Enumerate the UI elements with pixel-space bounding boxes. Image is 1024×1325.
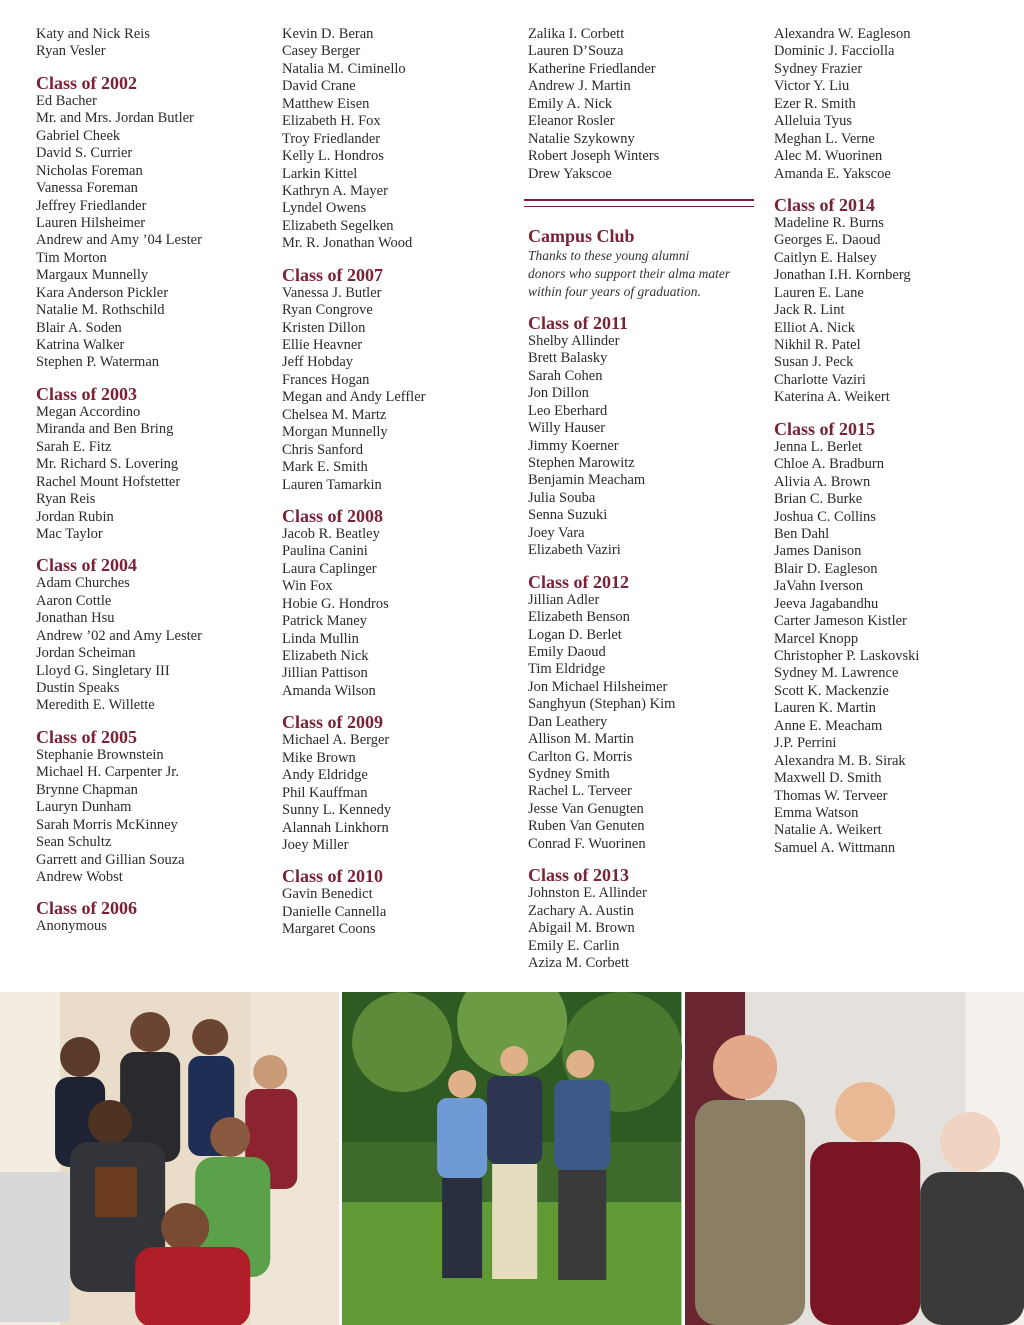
donor-name: Emily Daoud	[528, 643, 606, 660]
donor-name: Joshua C. Collins	[774, 508, 876, 525]
donor-name: Nikhil R. Patel	[774, 337, 861, 353]
donor-name: Frances Hogan	[282, 371, 370, 388]
class-group	[36, 554, 272, 715]
class-year-heading: Class of 2013	[528, 865, 630, 886]
donor-name: Leo Eberhard	[528, 402, 608, 419]
class-year-heading: Class of 2008	[282, 505, 384, 526]
donor-name: Gavin Benedict	[282, 886, 373, 903]
donor-name: Mike Brown	[282, 749, 356, 766]
donor-name: Susan J. Peck	[774, 354, 854, 371]
donor-name: Victor Y. Liu	[774, 78, 850, 95]
donor-name: Mac Taylor	[36, 525, 103, 542]
donor-name: Elizabeth Nick	[282, 648, 369, 664]
class-group	[282, 711, 518, 854]
donor-name: Nicholas Foreman	[36, 162, 143, 179]
donor-name: Vanessa J. Butler	[282, 284, 382, 301]
class-year-heading: Class of 2015	[774, 418, 876, 439]
donor-name: Natalia M. Ciminello	[282, 60, 406, 77]
donor-name: Paulina Canini	[282, 543, 368, 560]
donor-name: Jon Dillon	[528, 385, 589, 402]
donor-name: Natalie A. Weikert	[774, 822, 882, 839]
donor-name: Caitlyn E. Halsey	[774, 249, 877, 266]
donor-name: Sarah Cohen	[528, 367, 603, 384]
donor-name: Blair D. Eagleson	[774, 560, 878, 577]
donor-name: Allison M. Martin	[528, 731, 634, 748]
donor-name: Sarah E. Fitz	[36, 438, 112, 455]
donor-name: Katy and Nick Reis	[36, 26, 150, 42]
donor-name: Jillian Pattison	[282, 665, 368, 682]
donor-column-3	[528, 26, 764, 972]
class-year-heading: Class of 2007	[282, 264, 384, 285]
class-group	[36, 383, 272, 544]
donor-name: Jon Michael Hilsheimer	[528, 678, 668, 695]
donor-name: Andrew ’02 and Amy Lester	[36, 627, 202, 644]
donor-name: Sanghyun (Stephan) Kim	[528, 696, 676, 713]
class-group	[282, 26, 518, 253]
class-group	[528, 26, 764, 183]
donor-name: Meredith E. Willette	[36, 697, 155, 714]
class-group	[282, 264, 518, 494]
section-divider	[524, 199, 754, 207]
donor-name: Thomas W. Terveer	[774, 787, 888, 804]
donor-name: Phil Kauffman	[282, 784, 368, 801]
donor-name: Jimmy Koerner	[528, 437, 619, 454]
donor-name: Jesse Van Genugten	[528, 800, 644, 817]
donor-name: Megan and Andy Leffler	[282, 389, 426, 406]
donor-name: Sydney Smith	[528, 766, 610, 782]
donor-name: Amanda Wilson	[282, 682, 376, 699]
donor-name: Ellie Heavner	[282, 337, 363, 353]
donor-name: David S. Currier	[36, 145, 133, 162]
donor-name: Jeeva Jagabandhu	[774, 595, 879, 612]
class-year-heading: Class of 2014	[774, 194, 876, 215]
donor-column-4	[774, 26, 1010, 857]
class-group	[774, 418, 1010, 858]
donor-name: Jeff Hobday	[282, 354, 354, 371]
class-year-heading: Class of 2002	[36, 72, 138, 93]
donor-name: Aziza M. Corbett	[528, 954, 630, 971]
donor-name: Lauryn Dunham	[36, 799, 132, 816]
donor-name: Hobie G. Hondros	[282, 595, 389, 612]
donor-name: Anonymous	[36, 918, 107, 935]
donor-name: Dustin Speaks	[36, 680, 120, 696]
donor-name: Sarah Morris McKinney	[36, 816, 178, 833]
donor-name: Margaux Munnelly	[36, 267, 149, 284]
campus-club-description: Thanks to these young alumni	[528, 247, 690, 263]
donor-name: Patrick Maney	[282, 613, 367, 630]
donor-name: Jordan Scheiman	[36, 645, 136, 662]
donor-name: Shelby Allinder	[528, 332, 620, 349]
donor-name: Brynne Chapman	[36, 781, 138, 798]
donor-name: Julia Souba	[528, 489, 596, 506]
donor-name: Ryan Congrove	[282, 302, 373, 319]
donor-name: Rachel Mount Hofstetter	[36, 473, 181, 490]
donor-name: Ezer R. Smith	[774, 95, 856, 112]
donor-name: Stephen P. Waterman	[36, 354, 160, 371]
class-group	[282, 505, 518, 700]
donor-name: Michael A. Berger	[282, 732, 390, 749]
donor-name: Natalie Szykowny	[528, 130, 635, 147]
donor-name: Adam Churches	[36, 575, 130, 592]
donor-name: Mark E. Smith	[282, 459, 368, 476]
donor-name: David Crane	[282, 78, 356, 95]
donor-name: Tim Morton	[36, 249, 107, 266]
donor-name: Lauren K. Martin	[774, 700, 876, 717]
donor-name: Jacob R. Beatley	[282, 525, 380, 542]
donor-name: Morgan Munnelly	[282, 424, 388, 441]
donor-name: Jeffrey Friedlander	[36, 197, 147, 214]
donor-name: Margaret Coons	[282, 921, 376, 938]
donor-name: JaVahn Iverson	[774, 578, 863, 595]
donor-name: Rachel L. Terveer	[528, 783, 632, 800]
donor-name: Elliot A. Nick	[774, 319, 855, 336]
donor-name: Logan D. Berlet	[528, 626, 622, 643]
donor-name: Drew Yakscoe	[528, 165, 612, 182]
donor-name: Eleanor Rosler	[528, 113, 615, 130]
donor-name: Kristen Dillon	[282, 319, 366, 336]
donor-name: Charlotte Vaziri	[774, 371, 866, 388]
donor-name: Senna Suzuki	[528, 507, 608, 524]
donor-name: Maxwell D. Smith	[774, 770, 882, 787]
donor-name: Emily A. Nick	[528, 95, 613, 112]
donor-name: Georges E. Daoud	[774, 232, 881, 249]
donor-name: Garrett and Gillian Souza	[36, 851, 185, 868]
donor-name: Miranda and Ben Bring	[36, 421, 174, 438]
donor-name: Natalie M. Rothschild	[36, 302, 165, 319]
class-year-heading: Class of 2012	[528, 571, 630, 592]
donor-name: Alec M. Wuorinen	[774, 148, 883, 165]
donor-name: Madeline R. Burns	[774, 214, 884, 231]
donor-name: Troy Friedlander	[282, 130, 381, 147]
photo-family-award	[0, 992, 339, 1325]
class-year-heading: Class of 2004	[36, 555, 138, 576]
donor-name: Larkin Kittel	[282, 165, 358, 182]
donor-name: Emma Watson	[774, 804, 859, 821]
donor-name: Kathryn A. Mayer	[282, 182, 388, 199]
donor-name: Danielle Cannella	[282, 903, 387, 920]
class-group	[36, 26, 272, 61]
donor-name: Brian C. Burke	[774, 491, 863, 508]
donor-name: Alexandra W. Eagleson	[774, 26, 911, 42]
class-group	[528, 571, 764, 854]
donor-name: Megan Accordino	[36, 403, 141, 420]
donor-name: Joey Miller	[282, 836, 349, 853]
donor-name: Willy Hauser	[528, 420, 606, 437]
donor-name: Mr. R. Jonathan Wood	[282, 235, 413, 252]
class-group	[282, 865, 518, 938]
donor-name: Meghan L. Verne	[774, 130, 875, 147]
donor-name: Blair A. Soden	[36, 319, 122, 336]
donor-name: Casey Berger	[282, 43, 361, 60]
donor-name: Alexandra M. B. Sirak	[774, 752, 906, 769]
donor-name: J.P. Perrini	[774, 735, 837, 752]
donor-name: Sydney M. Lawrence	[774, 665, 899, 682]
donor-name: Ruben Van Genuten	[528, 818, 645, 835]
donor-name: Alannah Linkhorn	[282, 819, 389, 836]
donor-name: Katherine Friedlander	[528, 60, 656, 77]
donor-name: Lauren D’Souza	[528, 43, 624, 60]
donor-name: Gabriel Cheek	[36, 127, 121, 144]
donor-name: Carter Jameson Kistler	[774, 613, 907, 630]
donor-name: Lloyd G. Singletary III	[36, 662, 170, 679]
donor-column-2	[282, 26, 518, 939]
class-group	[528, 864, 764, 972]
donor-name: Michael H. Carpenter Jr.	[36, 764, 179, 781]
donor-name: Brett Balasky	[528, 350, 608, 367]
donor-name: Tim Eldridge	[528, 661, 606, 678]
donor-name: Jonathan I.H. Kornberg	[774, 267, 911, 284]
donor-name: Jonathan Hsu	[36, 610, 115, 627]
donor-name: Johnston E. Allinder	[528, 885, 647, 902]
donor-name: Joey Vara	[528, 524, 585, 541]
donor-name: Alleluia Tyus	[774, 113, 853, 130]
donor-name: Andrew and Amy ’04 Lester	[36, 232, 202, 249]
donor-name: Andrew J. Martin	[528, 78, 631, 95]
donor-name: Carlton G. Morris	[528, 748, 633, 765]
donor-name: Samuel A. Wittmann	[774, 839, 896, 856]
class-year-heading: Class of 2011	[528, 312, 629, 333]
class-year-heading: Class of 2005	[36, 726, 138, 747]
donor-name: Mr. Richard S. Lovering	[36, 456, 179, 473]
donor-name: Kevin D. Beran	[282, 26, 374, 42]
donor-name: Chelsea M. Martz	[282, 406, 387, 423]
donor-name: Jillian Adler	[528, 591, 600, 608]
donor-name: Chloe A. Bradburn	[774, 456, 884, 473]
donor-name: Ryan Reis	[36, 491, 96, 508]
donor-name: Marcel Knopp	[774, 630, 859, 647]
photo-three-people	[685, 992, 1024, 1325]
donor-name: Elizabeth H. Fox	[282, 113, 381, 130]
donor-column-1	[36, 26, 272, 936]
class-year-heading: Class of 2009	[282, 712, 384, 733]
donor-name: Anne E. Meacham	[774, 717, 883, 734]
donor-name: Win Fox	[282, 578, 333, 595]
donor-name: Benjamin Meacham	[528, 472, 646, 489]
donor-name: Ben Dahl	[774, 525, 830, 542]
donor-name: Stephen Marowitz	[528, 455, 635, 471]
class-group	[774, 26, 1010, 183]
donor-name: Andy Eldridge	[282, 767, 368, 784]
donor-name: James Danison	[774, 543, 862, 560]
donor-name: Lauren Tamarkin	[282, 476, 382, 493]
campus-club-title: Campus Club	[528, 225, 635, 246]
donor-name: Katerina A. Weikert	[774, 389, 890, 406]
donor-name: Ed Bacher	[36, 92, 97, 109]
class-year-heading: Class of 2006	[36, 898, 138, 919]
donor-name: Sydney Frazier	[774, 60, 863, 77]
donor-name: Jack R. Lint	[774, 302, 845, 319]
donor-name: Lauren E. Lane	[774, 284, 864, 301]
donor-name: Ryan Vesler	[36, 43, 106, 60]
class-year-heading: Class of 2003	[36, 383, 138, 404]
class-group	[36, 726, 272, 887]
donor-name: Dominic J. Facciolla	[774, 43, 895, 60]
donor-name: Lauren Hilsheimer	[36, 214, 146, 231]
donor-name: Elizabeth Benson	[528, 609, 630, 626]
donor-name: Elizabeth Segelken	[282, 217, 394, 234]
donor-name: Robert Joseph Winters	[528, 148, 660, 165]
photo-golf-group	[342, 992, 681, 1325]
donor-name: Conrad F. Wuorinen	[528, 835, 646, 852]
donor-name: Zalika I. Corbett	[528, 26, 625, 42]
class-group	[774, 194, 1010, 407]
donor-name: Kara Anderson Pickler	[36, 284, 169, 301]
donor-name: Abigail M. Brown	[528, 920, 635, 937]
donor-name: Dan Leathery	[528, 713, 608, 730]
donor-name: Amanda E. Yakscoe	[774, 165, 891, 182]
campus-club-description: within four years of graduation.	[528, 283, 701, 299]
donor-name: Kelly L. Hondros	[282, 148, 384, 165]
class-year-heading: Class of 2010	[282, 866, 384, 887]
donor-name: Aaron Cottle	[36, 592, 112, 609]
campus-club-description: donors who support their alma mater	[528, 265, 731, 281]
donor-name: Scott K. Mackenzie	[774, 682, 889, 699]
donor-name: Jenna L. Berlet	[774, 438, 863, 455]
donor-name: Sunny L. Kennedy	[282, 802, 392, 819]
donor-name: Stephanie Brownstein	[36, 746, 164, 763]
donor-name: Zachary A. Austin	[528, 902, 634, 919]
donor-name: Christopher P. Laskovski	[774, 648, 920, 664]
donor-name: Laura Caplinger	[282, 560, 377, 577]
donor-name: Mr. and Mrs. Jordan Butler	[36, 110, 194, 127]
donor-name: Alivia A. Brown	[774, 473, 871, 490]
donor-name: Lyndel Owens	[282, 200, 367, 217]
donor-name: Andrew Wobst	[36, 868, 123, 885]
donor-name: Katrina Walker	[36, 337, 125, 353]
donor-name: Vanessa Foreman	[36, 180, 138, 197]
donor-name: Emily E. Carlin	[528, 937, 620, 954]
class-group	[36, 897, 272, 935]
donor-name: Chris Sanford	[282, 441, 363, 458]
donor-name: Linda Mullin	[282, 630, 359, 647]
donor-name: Elizabeth Vaziri	[528, 542, 621, 559]
donor-name: Matthew Eisen	[282, 95, 370, 112]
class-group	[528, 312, 764, 560]
photo-strip	[0, 992, 1024, 1325]
donor-name: Jordan Rubin	[36, 508, 114, 525]
donor-name: Sean Schultz	[36, 834, 112, 851]
class-group	[36, 72, 272, 372]
